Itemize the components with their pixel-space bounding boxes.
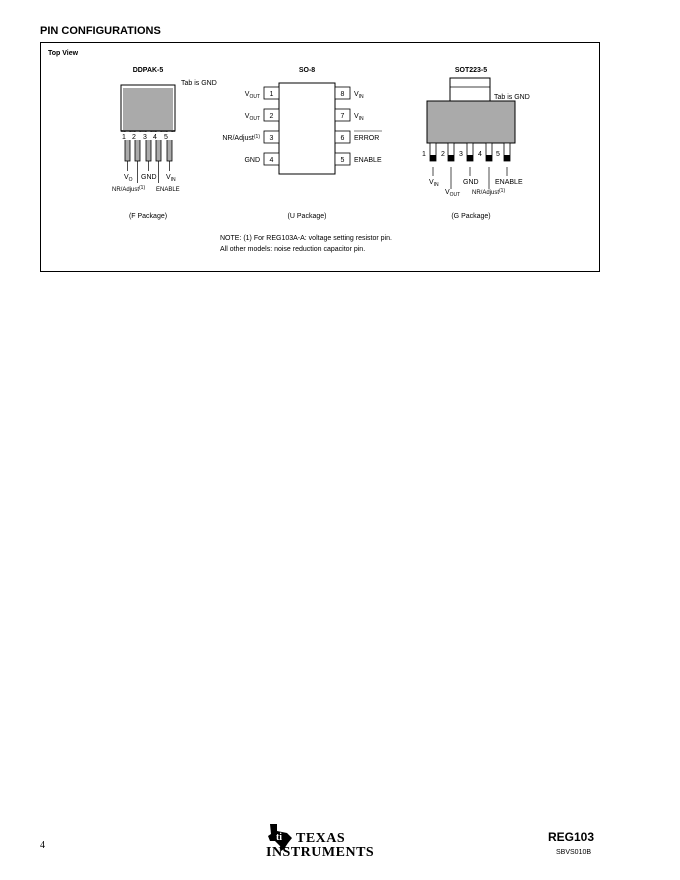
ddpak-pin-num-2: 2 xyxy=(132,134,136,141)
ddpak-title: DDPAK-5 xyxy=(132,67,164,74)
sot223-pin-num-2: 2 xyxy=(441,151,445,158)
ddpak-label-gnd: GND xyxy=(141,174,157,181)
top-view-label: Top View xyxy=(48,50,79,57)
sot223-label-nr-adjust: NR/Adjust$^{(1)}$ xyxy=(472,188,506,196)
so8-right-pins xyxy=(335,87,350,165)
ddpak-label-vin: $V_{IN}$ xyxy=(166,174,176,183)
ddpak-body xyxy=(123,88,173,130)
so8-pin-num: 3 xyxy=(269,135,274,142)
so8-pin-num: 6 xyxy=(340,135,345,142)
so8-pin-num: 1 xyxy=(269,91,274,98)
so8-pin-label: $V_{OUT}$ xyxy=(244,91,260,100)
ddpak-package-label: (F Package) xyxy=(128,213,168,220)
ddpak-pin-num-5: 5 xyxy=(164,134,168,141)
sot223-tab xyxy=(450,78,490,101)
so8-pin-label: GND xyxy=(244,157,260,164)
sot223-body xyxy=(427,101,515,143)
ddpak-pin-num-1: 1 xyxy=(122,134,126,141)
pin-configuration-figure xyxy=(40,42,600,272)
ddpak-label-nr-adjust: NR/Adjust$^{(1)}$ xyxy=(112,185,146,193)
so8-pin-label-error: ERROR xyxy=(354,135,380,142)
so8-left-pins xyxy=(264,87,279,165)
sot223-tab-label: Tab is GND xyxy=(494,94,530,101)
sot223-label-vout: $V_{OUT}$ xyxy=(445,189,461,198)
sot223-label-vin: $V_{IN}$ xyxy=(429,179,439,188)
texas-instruments-logo xyxy=(266,822,376,862)
sot223-label-enable: ENABLE xyxy=(495,179,523,186)
section-title: PIN CONFIGURATIONS xyxy=(40,25,161,37)
pin-diagram xyxy=(41,43,601,273)
svg-text:ti: ti xyxy=(275,832,283,843)
product-name: REG103 xyxy=(548,830,595,844)
document-number: SBVS010B xyxy=(556,849,592,856)
logo-text-instruments: INSTRUMENTS xyxy=(266,845,375,860)
sot223-pin-num-5: 5 xyxy=(496,151,500,158)
so8-pin-label: NR/Adjust$^{(1)}$ xyxy=(222,134,260,142)
so8-pin-num: 8 xyxy=(340,91,345,98)
so8-pin-label: $V_{IN}$ xyxy=(354,91,364,100)
logo-text-texas: TEXAS xyxy=(296,831,346,846)
ddpak-pin-num-3: 3 xyxy=(143,134,147,141)
sot223-title: SOT223-5 xyxy=(454,67,488,74)
so8-pin-num: 7 xyxy=(340,113,345,120)
sot223-pin-num-3: 3 xyxy=(459,151,463,158)
so8-body xyxy=(279,83,335,174)
so8-title: SO-8 xyxy=(298,67,316,74)
sot223-package-label: (G Package) xyxy=(451,213,491,220)
figure-note-line-2: All other models: noise reduction capacitor pin. xyxy=(220,246,366,253)
so8-pin-label: $V_{IN}$ xyxy=(354,113,364,122)
sot223-pin-num-1: 1 xyxy=(422,151,426,158)
figure-note-line-1: NOTE: (1) For REG103A-A: voltage setting resistor pin. xyxy=(220,235,392,242)
ddpak-label-vo: $V_O$ xyxy=(124,174,133,183)
so8-pin-label: $V_{OUT}$ xyxy=(244,113,260,122)
sot223-label-gnd: GND xyxy=(463,179,479,186)
ddpak-pin-num-4: 4 xyxy=(153,134,157,141)
ddpak-tab-label: Tab is GND xyxy=(181,80,217,87)
sot223-pin-num-4: 4 xyxy=(478,151,482,158)
ddpak-label-enable: ENABLE xyxy=(156,187,180,193)
so8-pin-label: ENABLE xyxy=(354,157,382,164)
so8-pin-num: 4 xyxy=(269,157,274,164)
so8-package-label: (U Package) xyxy=(287,213,327,220)
so8-pin-num: 5 xyxy=(340,157,345,164)
so8-pin-num: 2 xyxy=(269,113,274,120)
page-number: 4 xyxy=(40,840,45,851)
